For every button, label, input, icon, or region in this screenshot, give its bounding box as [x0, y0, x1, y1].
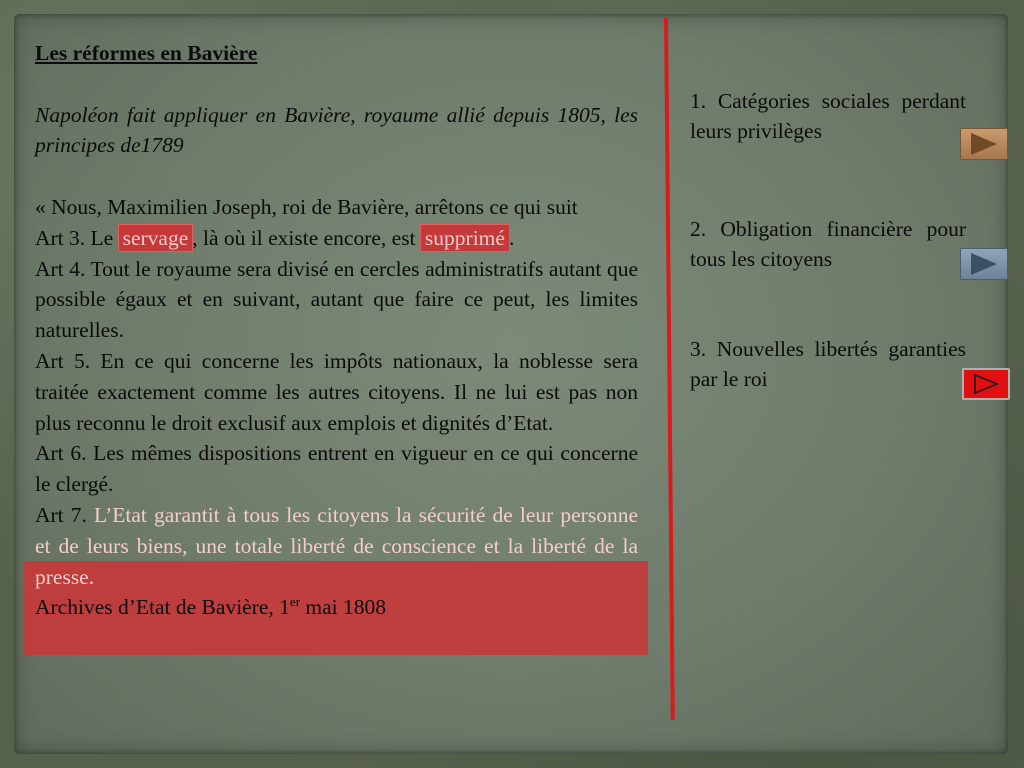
highlight-servage: servage	[119, 225, 193, 251]
source-citation: Archives d’Etat de Bavière, 1er mai 1808	[35, 594, 387, 620]
highlight-supprime: supprimé	[421, 225, 509, 251]
topic-2-play-button[interactable]	[960, 248, 1008, 280]
play-arrow-icon	[971, 253, 997, 275]
play-arrow-icon	[973, 373, 999, 395]
article-6: Art 6. Les mêmes dispositions entrent en vigueur en ce qui concerne le clergé.	[35, 441, 638, 497]
topic-item-1: 1. Catégories sociales perdant leurs privilèges	[690, 89, 966, 143]
document-text	[35, 38, 638, 623]
article-5: Art 5. En ce qui concerne les impôts nationaux, la noblesse sera traitée exactement comme les autres citoyens. Il ne lui est pas non plus reconnu le droit exclusif aux emplois et dignités d’Etat.	[35, 348, 638, 435]
quote-opening: « Nous, Maximilien Joseph, roi de Bavière, arrêtons ce qui suit	[35, 194, 578, 219]
topic-item-3: 3. Nouvelles libertés garanties par le roi	[690, 337, 966, 391]
topic-3-play-button[interactable]	[962, 368, 1010, 400]
article-4: Art 4. Tout le royaume sera divisé en cercles administratifs autant que possible égaux et en suivant, autant que faire ce peut, les limites naturelles.	[35, 256, 638, 343]
intro-text: Napoléon fait appliquer en Bavière, royaume allié depuis 1805, les principes de1789	[35, 102, 638, 158]
article-7: Art 7. L’Etat garantit à tous les citoyens la sécurité de leur personne et de leurs biens, une totale liberté de conscience et la liberté de la presse.	[35, 502, 638, 589]
article-3: Art 3. Le servage , là où il existe encore, est supprimé .	[35, 225, 515, 250]
play-arrow-icon	[971, 133, 997, 155]
topic-item-2: 2. Obligation financière pour tous les citoyens	[690, 217, 966, 271]
page-title: Les réformes en Bavière	[35, 41, 258, 65]
topic-1-play-button[interactable]	[960, 128, 1008, 160]
article-7-highlighted-text: L’Etat garantit à tous les citoyens la sécurité de leur personne et de leurs biens, une totale liberté de conscience et la liberté de la presse.	[35, 502, 638, 589]
